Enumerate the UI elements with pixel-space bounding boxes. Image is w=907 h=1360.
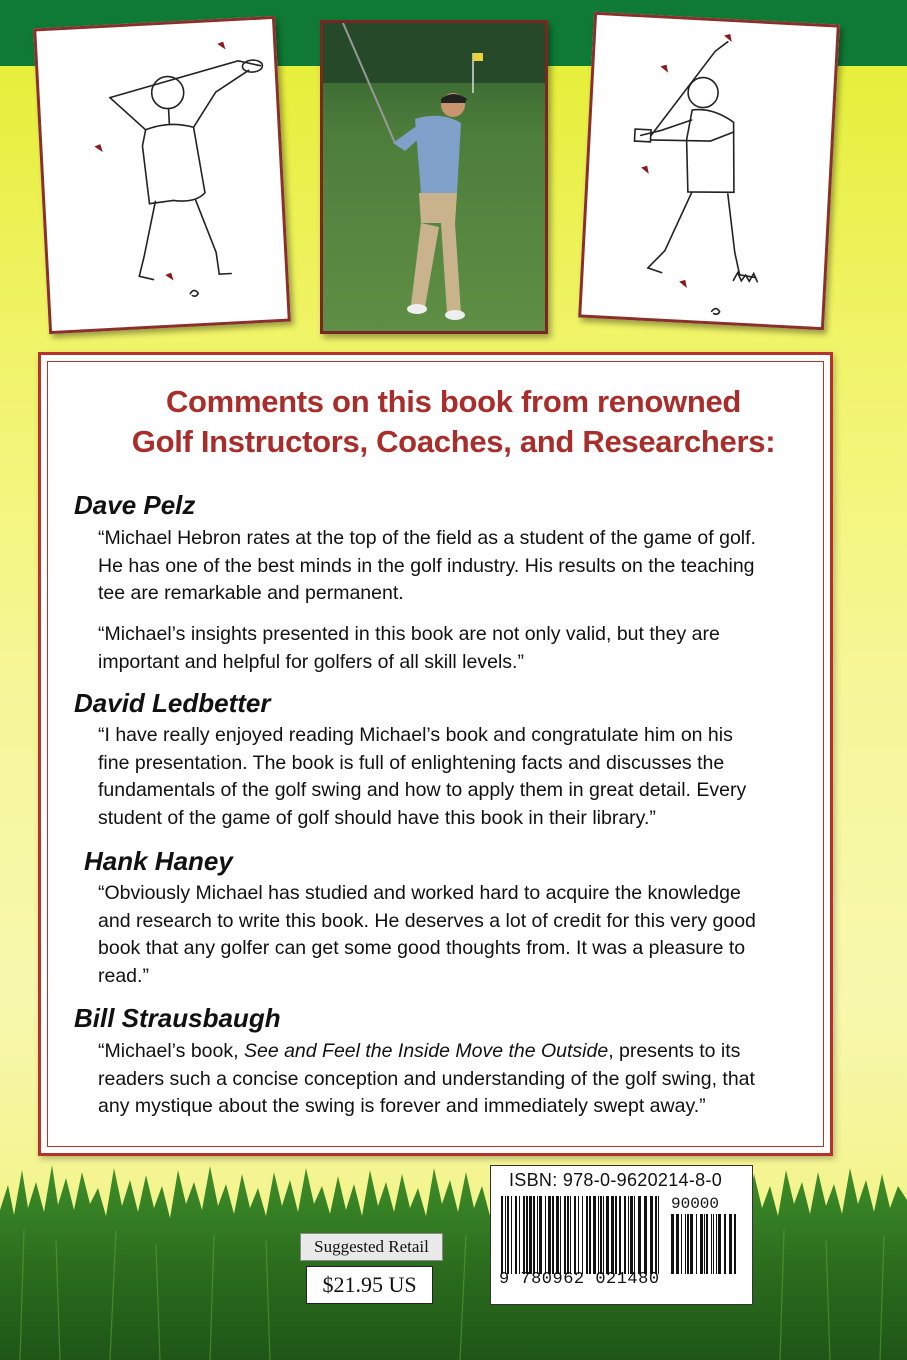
reviewer-name: Bill Strausbaugh: [74, 1003, 281, 1033]
quote-suffix: , presents to its: [608, 1040, 741, 1062]
barcode-bar: [650, 1196, 653, 1274]
barcode-bar: [589, 1196, 591, 1274]
quote-line: “Obviously Michael has studied and worked hard to acquire the knowledge: [98, 882, 741, 904]
barcode-bar: [545, 1196, 546, 1274]
barcode-bar: [624, 1196, 626, 1274]
barcode-bar: [574, 1196, 576, 1274]
barcode-bar: [582, 1196, 583, 1274]
quote-prefix: “Michael’s book,: [98, 1040, 244, 1062]
barcode-bar: [644, 1196, 647, 1274]
panel-heading-line2: Golf Instructors, Coaches, and Researchers:: [131, 424, 776, 459]
barcode-bar: [505, 1196, 506, 1274]
barcode-bar: [711, 1214, 712, 1274]
barcode-bar: [603, 1196, 604, 1274]
barcode-bar: [729, 1214, 732, 1274]
golfer-sketch-backswing-icon: [36, 19, 287, 331]
barcode-addon-digits: 90000: [671, 1195, 720, 1213]
barcode-bar: [687, 1214, 689, 1274]
quote-line: fine presentation. The book is full of enlightening facts and discusses the: [98, 751, 725, 774]
quote-line: read.”: [98, 964, 149, 987]
barcode-bar: [655, 1196, 657, 1274]
quote-line: readers such a concise conception and understanding of the golf swing, that: [98, 1067, 755, 1090]
barcode-bar: [552, 1196, 554, 1274]
golfer-photo-center: [320, 20, 548, 334]
quote-line: tee are remarkable and permanent.: [98, 582, 404, 604]
barcode-digits: 9 780962 021480: [499, 1270, 660, 1289]
barcode-bar: [533, 1196, 535, 1274]
golfer-sketch-downswing-icon: [581, 15, 836, 327]
barcode-bar: [685, 1214, 686, 1274]
quote-line: “I have really enjoyed reading Michael’s book and congratulate him on his: [98, 724, 733, 746]
quote-line: student of the game of golf should have this book in their library.”: [98, 806, 656, 829]
barcode-bars-main: [501, 1196, 661, 1274]
barcode-bar: [676, 1214, 679, 1274]
reviewer-name: Hank Haney: [84, 846, 233, 876]
barcode-bar: [511, 1196, 512, 1274]
barcode-bar: [556, 1196, 559, 1274]
quote-line: important and helpful for golfers of all skill levels.”: [98, 650, 524, 673]
barcode-bar: [515, 1196, 517, 1274]
review-quote: [98, 621, 798, 676]
barcode-bar: [696, 1214, 697, 1274]
barcode-bar: [567, 1196, 569, 1274]
barcode-bar: [700, 1214, 703, 1274]
barcode-bar: [611, 1196, 614, 1274]
review-quote: [98, 1038, 798, 1121]
isbn-barcode: [490, 1165, 753, 1305]
review-quote: [98, 525, 798, 608]
price-value: $21.95 US: [306, 1266, 433, 1304]
isbn-number: ISBN: 978-0-9620214-8-0: [509, 1170, 723, 1190]
barcode-bar: [734, 1214, 736, 1274]
reviewer-name: Dave Pelz: [74, 490, 196, 520]
quote-line: He has one of the best minds in the golf industry. His results on the teaching: [98, 554, 755, 577]
barcode-bar: [523, 1196, 525, 1274]
reviewer-name: David Ledbetter: [74, 688, 271, 718]
barcode-bar: [619, 1196, 621, 1274]
grass-background: [0, 1160, 907, 1360]
golfer-sketch-right: [578, 12, 840, 330]
barcode-bar: [560, 1196, 561, 1274]
quote-line: book that any golfer can get some good thoughts from. It was a pleasure to: [98, 937, 746, 959]
review-quote: [98, 880, 798, 990]
barcode-bar: [615, 1196, 617, 1274]
barcode-bar: [718, 1214, 721, 1274]
golfer-photo-follow-through: [323, 23, 545, 331]
barcode-bar: [519, 1196, 520, 1274]
review-quote: [98, 722, 798, 832]
quote-line: “Michael Hebron rates at the top of the field as a student of the game of golf.: [98, 527, 756, 549]
barcode-bar: [586, 1196, 588, 1274]
barcode-bar: [630, 1196, 633, 1274]
barcode-bar: [593, 1196, 596, 1274]
barcode-bar: [501, 1196, 503, 1274]
barcode-bar: [548, 1196, 551, 1274]
barcode-bar: [658, 1196, 659, 1274]
barcode-bar: [606, 1196, 609, 1274]
quote-line: and research to write this book. He deserves a lot of credit for this very good: [98, 909, 756, 932]
quote-line: [98, 1040, 740, 1062]
barcode-bar: [628, 1196, 629, 1274]
barcode-bar: [578, 1196, 579, 1274]
barcode-bar: [598, 1196, 599, 1274]
panel-heading-line1: Comments on this book from renowned: [165, 384, 742, 419]
barcode-bar: [537, 1196, 538, 1274]
barcode-bar: [724, 1214, 726, 1274]
barcode-bar: [716, 1214, 717, 1274]
barcode-bar: [634, 1196, 635, 1274]
barcode-bars-addon: [671, 1214, 737, 1274]
barcode-bar: [507, 1196, 509, 1274]
quote-line: any mystique about the swing is forever and immediately swept away.”: [98, 1095, 706, 1117]
barcode-bar: [526, 1196, 528, 1274]
barcode-bar: [638, 1196, 641, 1274]
quote-line: “Michael’s insights presented in this book are not only valid, but they are: [98, 623, 720, 645]
suggested-retail-label: Suggested Retail: [300, 1233, 443, 1261]
barcode-bar: [529, 1196, 532, 1274]
barcode-bar: [713, 1214, 714, 1274]
barcode-bar: [681, 1214, 682, 1274]
barcode-bar: [564, 1196, 566, 1274]
quote-line: fundamentals of the golf swing and how to apply them in great detail. Every: [98, 779, 747, 801]
barcode-bar: [570, 1196, 571, 1274]
barcode-bar: [690, 1214, 693, 1274]
barcode-bar: [539, 1196, 542, 1274]
book-title: See and Feel the Inside Move the Outside: [243, 1040, 609, 1062]
barcode-bar: [671, 1214, 674, 1274]
barcode-bar: [706, 1214, 708, 1274]
golfer-sketch-left: [33, 16, 291, 334]
barcode-bar: [600, 1196, 602, 1274]
barcode-bar: [704, 1214, 705, 1274]
